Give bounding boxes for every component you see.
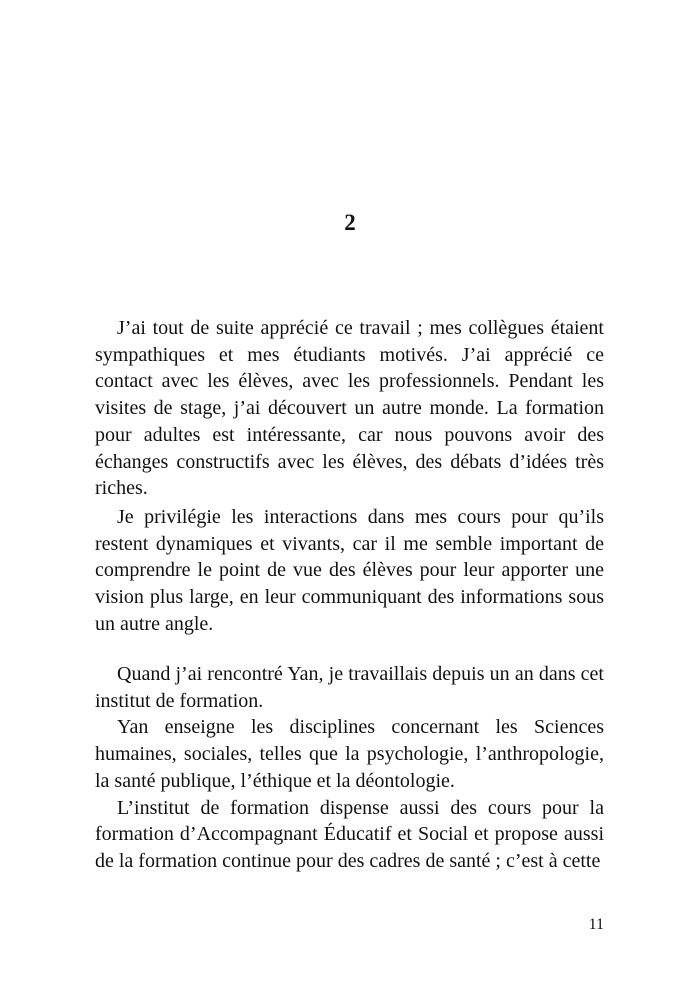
paragraph: Je privilégie les interactions dans mes cours pour qu’ils restent dynamiques et vivants, car il me semble important de comprendre le point de vue des élèves pour leur apporter une vision plus large, en leur communiquant des informations sous un autre angle. [95, 506, 604, 635]
page-number: 11 [588, 916, 604, 933]
chapter-number: 2 [344, 210, 356, 235]
paragraph: Quand j’ai rencontré Yan, je travaillais depuis un an dans cet institut de formation. [95, 663, 604, 712]
paragraph: J’ai tout de suite apprécié ce travail ; mes collègues étaient sympathiques et mes étudiants motivés. J’ai apprécié ce contact avec les élèves, avec les professionnels. Pendant les visites de stage, j’ai découvert un autre monde. La formation pour adultes est intéressante, car nous pouvons avoir des échanges constructifs avec les élèves, des débats d’idées très riches. [95, 317, 604, 500]
paragraph: Yan enseigne les disciplines concernant les Sciences humaines, sociales, telles que la psychologie, l’anthropologie, la santé publique, l’éthique et la déontologie. [95, 716, 604, 792]
text-section-3 [95, 661, 604, 875]
text-section-2 [95, 504, 604, 638]
text-section-1 [95, 315, 604, 502]
paragraph: L’institut de formation dispense aussi des cours pour la formation d’Accompagnant Éducatif et Social et propose aussi de la formation continue pour des cadres de santé ; c’est à cette [95, 796, 604, 872]
